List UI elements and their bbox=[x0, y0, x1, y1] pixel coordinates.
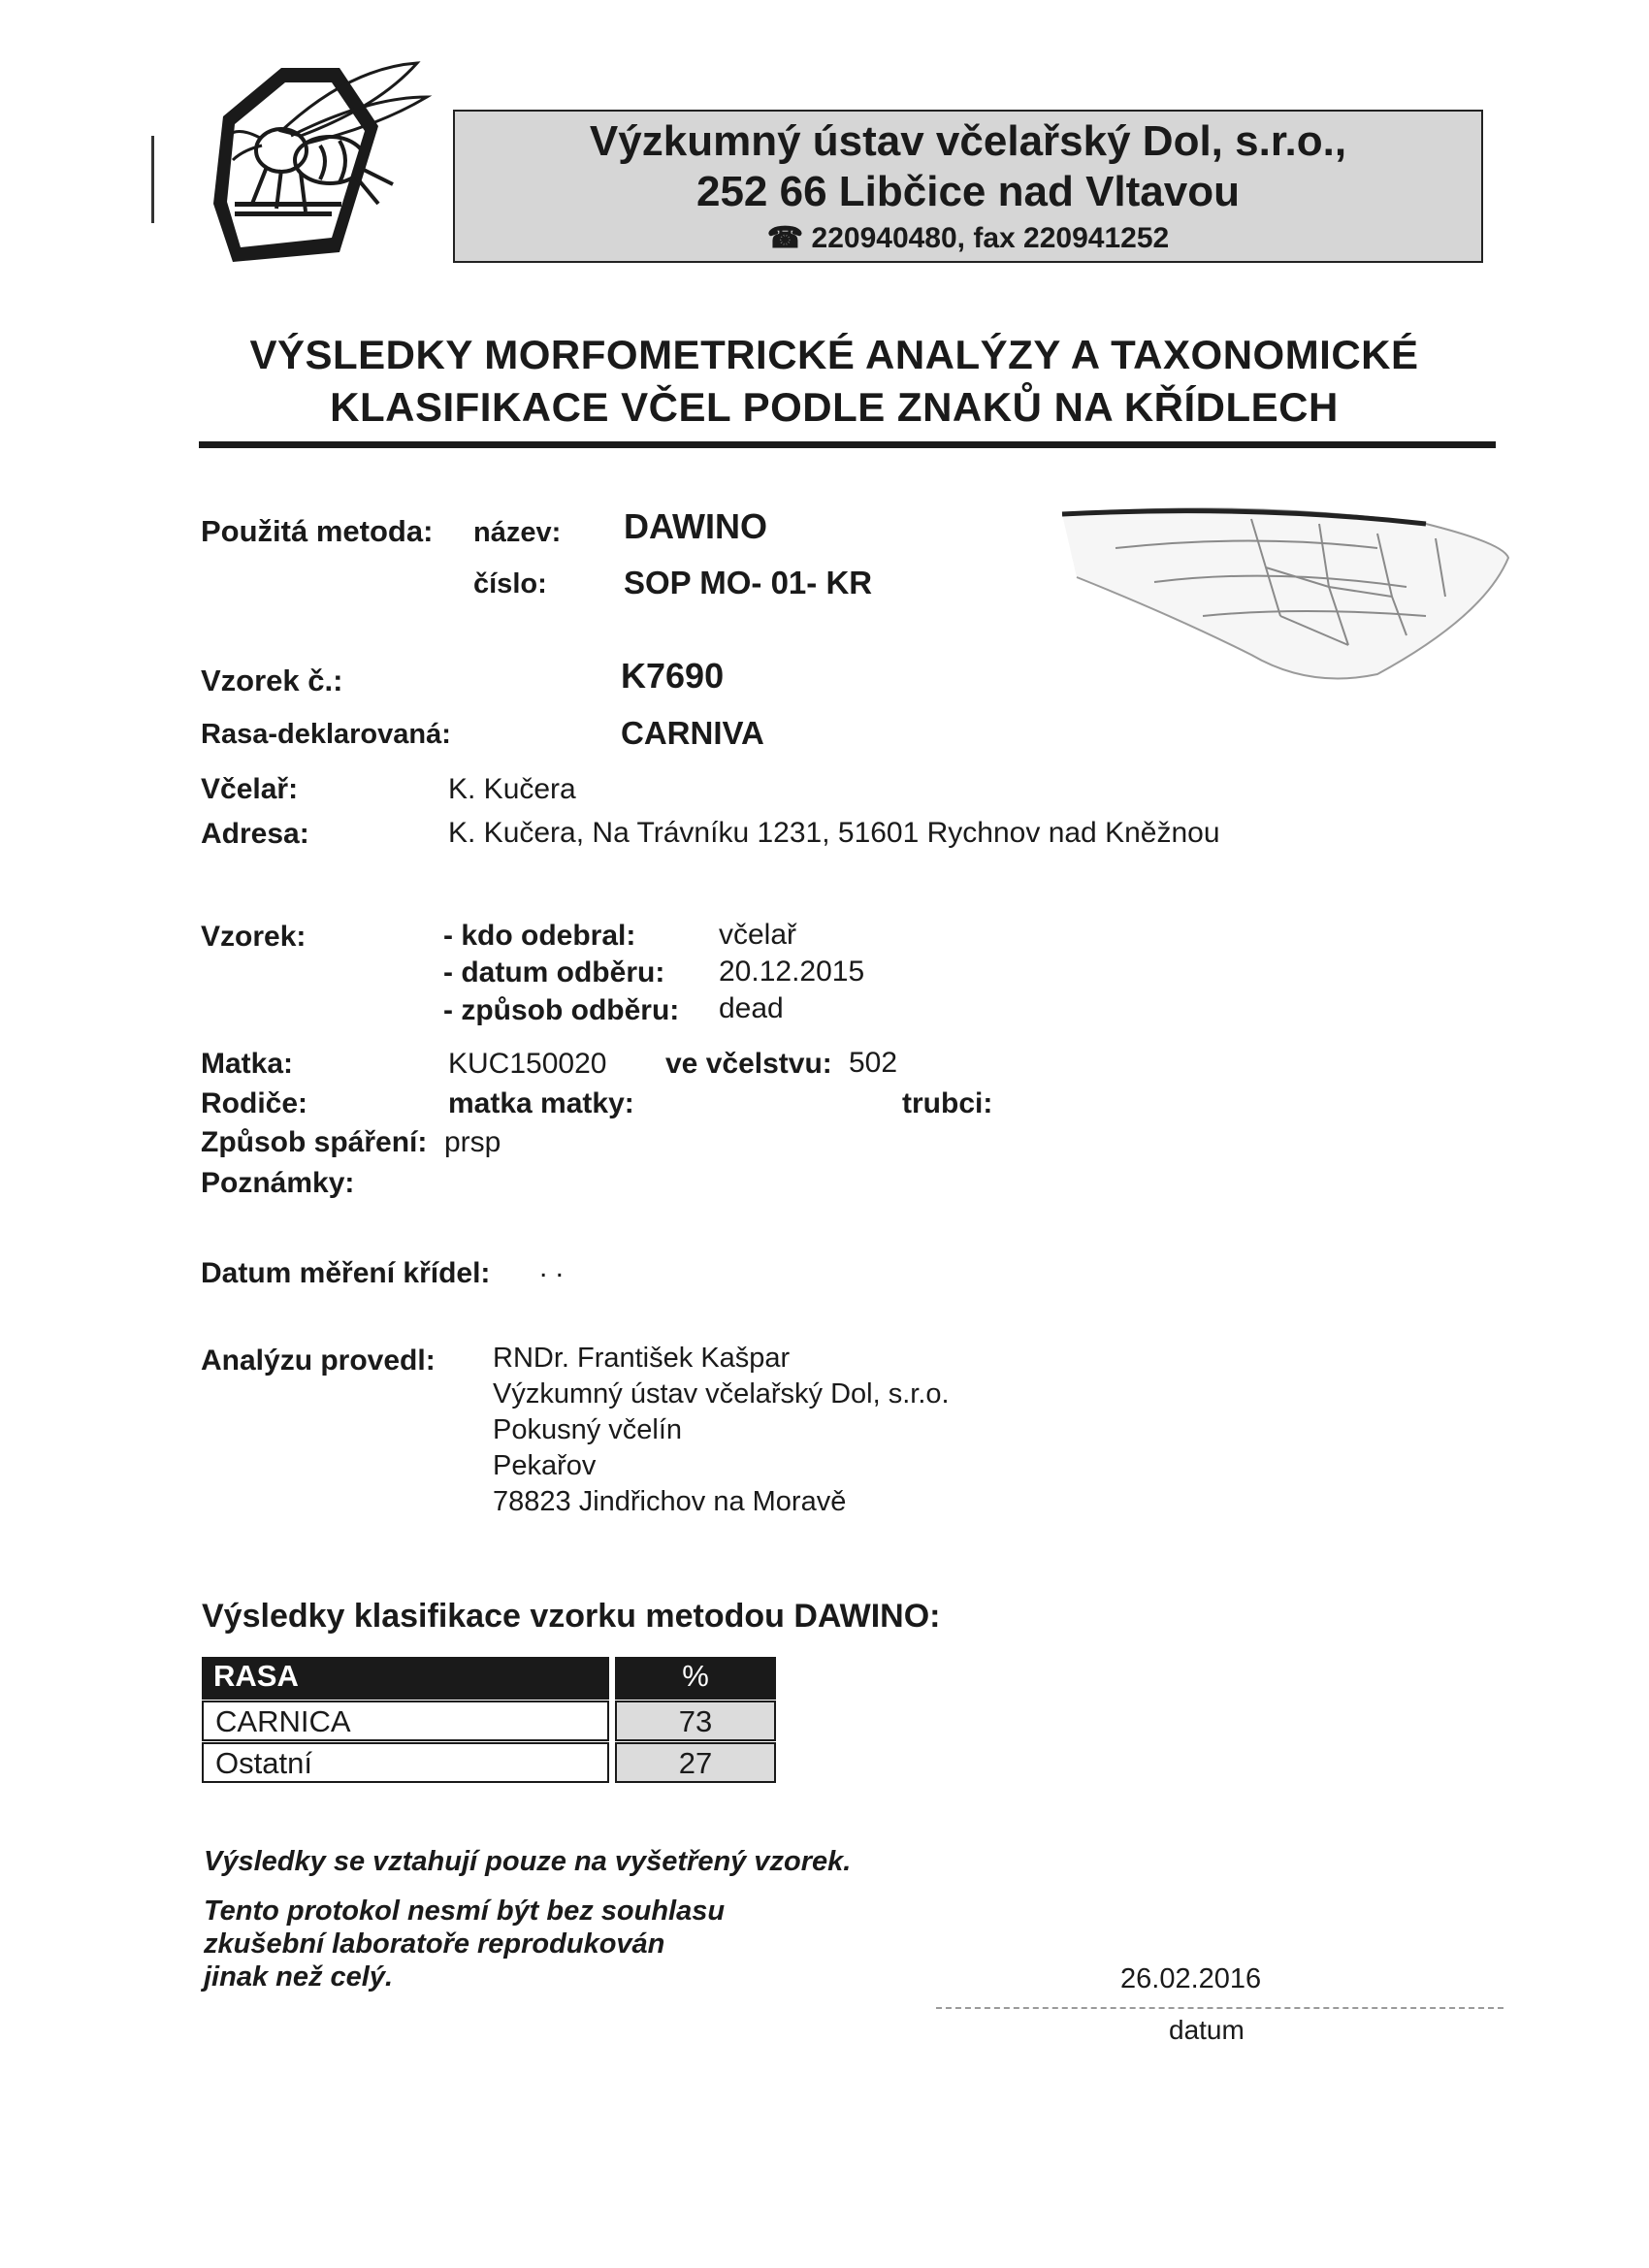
queen-value: KUC150020 bbox=[448, 1048, 607, 1080]
institute-contact bbox=[455, 221, 1481, 255]
disclaimer-line-1: Výsledky se vztahují pouze na vyšetřený vzorek. bbox=[204, 1846, 852, 1877]
analyst-postal: 78823 Jindřichov na Moravě bbox=[493, 1486, 847, 1517]
method-number-value: SOP MO- 01- KR bbox=[624, 565, 873, 600]
title-divider bbox=[199, 441, 1496, 448]
results-header-percent: % bbox=[615, 1657, 776, 1700]
measurement-date-label: Datum měření křídel: bbox=[201, 1257, 491, 1289]
beekeeper-label: Včelař: bbox=[201, 773, 299, 805]
report-title-line-1: VÝSLEDKY MORFOMETRICKÉ ANALÝZY A TAXONOMICKÉ bbox=[249, 332, 1419, 377]
collection-method-label: - způsob odběru: bbox=[443, 994, 680, 1026]
colony-label: ve včelstvu: bbox=[665, 1048, 832, 1080]
queen-mother-label: matka matky: bbox=[448, 1087, 634, 1119]
results-row-race: CARNICA bbox=[202, 1701, 609, 1741]
results-heading: Výsledky klasifikace vzorku metodou DAWINO: bbox=[202, 1598, 941, 1635]
report-title-line-2: KLASIFIKACE VČEL PODLE ZNAKŮ NA KŘÍDLECH bbox=[330, 384, 1339, 430]
collection-date-label: - datum odběru: bbox=[443, 956, 665, 988]
mating-value: prsp bbox=[444, 1126, 501, 1158]
bee-wing-image bbox=[1057, 500, 1513, 694]
address-label: Adresa: bbox=[201, 818, 309, 850]
notes-label: Poznámky: bbox=[201, 1167, 355, 1199]
declared-race-label: Rasa-deklarovaná: bbox=[201, 719, 451, 750]
results-header-race: RASA bbox=[202, 1657, 609, 1700]
collection-date-value: 20.12.2015 bbox=[719, 956, 865, 988]
analyst-name: RNDr. František Kašpar bbox=[493, 1343, 791, 1374]
phone-fax: 220940480, fax 220941252 bbox=[811, 222, 1170, 254]
phone-icon: ☎ bbox=[766, 222, 804, 254]
beekeeper-value: K. Kučera bbox=[448, 773, 576, 805]
institute-address: 252 66 Libčice nad Vltavou bbox=[695, 168, 1240, 215]
mating-label: Způsob spáření: bbox=[201, 1126, 428, 1158]
sample-number-value: K7690 bbox=[621, 656, 725, 696]
address-value: K. Kučera, Na Trávníku 1231, 51601 Rychnov nad Kněžnou bbox=[448, 817, 1220, 849]
queen-label: Matka: bbox=[201, 1048, 294, 1080]
institute-header bbox=[453, 110, 1483, 263]
disclaimer-line-4: jinak než celý. bbox=[204, 1961, 394, 1993]
method-number-label: číslo: bbox=[473, 568, 547, 599]
institute-name: Výzkumný ústav včelařský Dol, s.r.o., bbox=[589, 117, 1347, 165]
results-row-percent: 73 bbox=[615, 1701, 776, 1741]
measurement-date-value: . . bbox=[539, 1251, 565, 1283]
collection-label: Vzorek: bbox=[201, 921, 307, 953]
analyst-locality: Pekařov bbox=[493, 1450, 597, 1481]
drones-label: trubci: bbox=[902, 1087, 993, 1119]
analysis-label: Analýzu provedl: bbox=[201, 1345, 436, 1377]
collected-by-value: včelař bbox=[719, 919, 797, 951]
sample-number-label: Vzorek č.: bbox=[201, 664, 343, 697]
analyst-apiary: Pokusný včelín bbox=[493, 1414, 683, 1445]
issue-date-label: datum bbox=[1169, 2015, 1245, 2045]
issue-date-value: 26.02.2016 bbox=[1120, 1963, 1262, 1994]
colony-value: 502 bbox=[849, 1047, 898, 1079]
date-signature-line bbox=[936, 2007, 1504, 2009]
method-name-value: DAWINO bbox=[624, 506, 767, 546]
collected-by-label: - kdo odebral: bbox=[443, 920, 636, 952]
disclaimer-line-2: Tento protokol nesmí být bez souhlasu bbox=[204, 1895, 726, 1927]
parents-label: Rodiče: bbox=[201, 1087, 308, 1119]
results-row-percent: 27 bbox=[615, 1742, 776, 1783]
collection-method-value: dead bbox=[719, 992, 784, 1024]
declared-race-value: CARNIVA bbox=[621, 715, 764, 751]
bee-hexagon-logo bbox=[184, 58, 436, 281]
disclaimer-line-3: zkušební laboratoře reprodukován bbox=[204, 1928, 665, 1960]
results-row-race: Ostatní bbox=[202, 1742, 609, 1783]
analyst-institute: Výzkumný ústav včelařský Dol, s.r.o. bbox=[493, 1378, 950, 1409]
method-label: Použitá metoda: bbox=[201, 514, 434, 548]
method-name-label: název: bbox=[473, 517, 562, 548]
margin-mark bbox=[151, 136, 154, 223]
